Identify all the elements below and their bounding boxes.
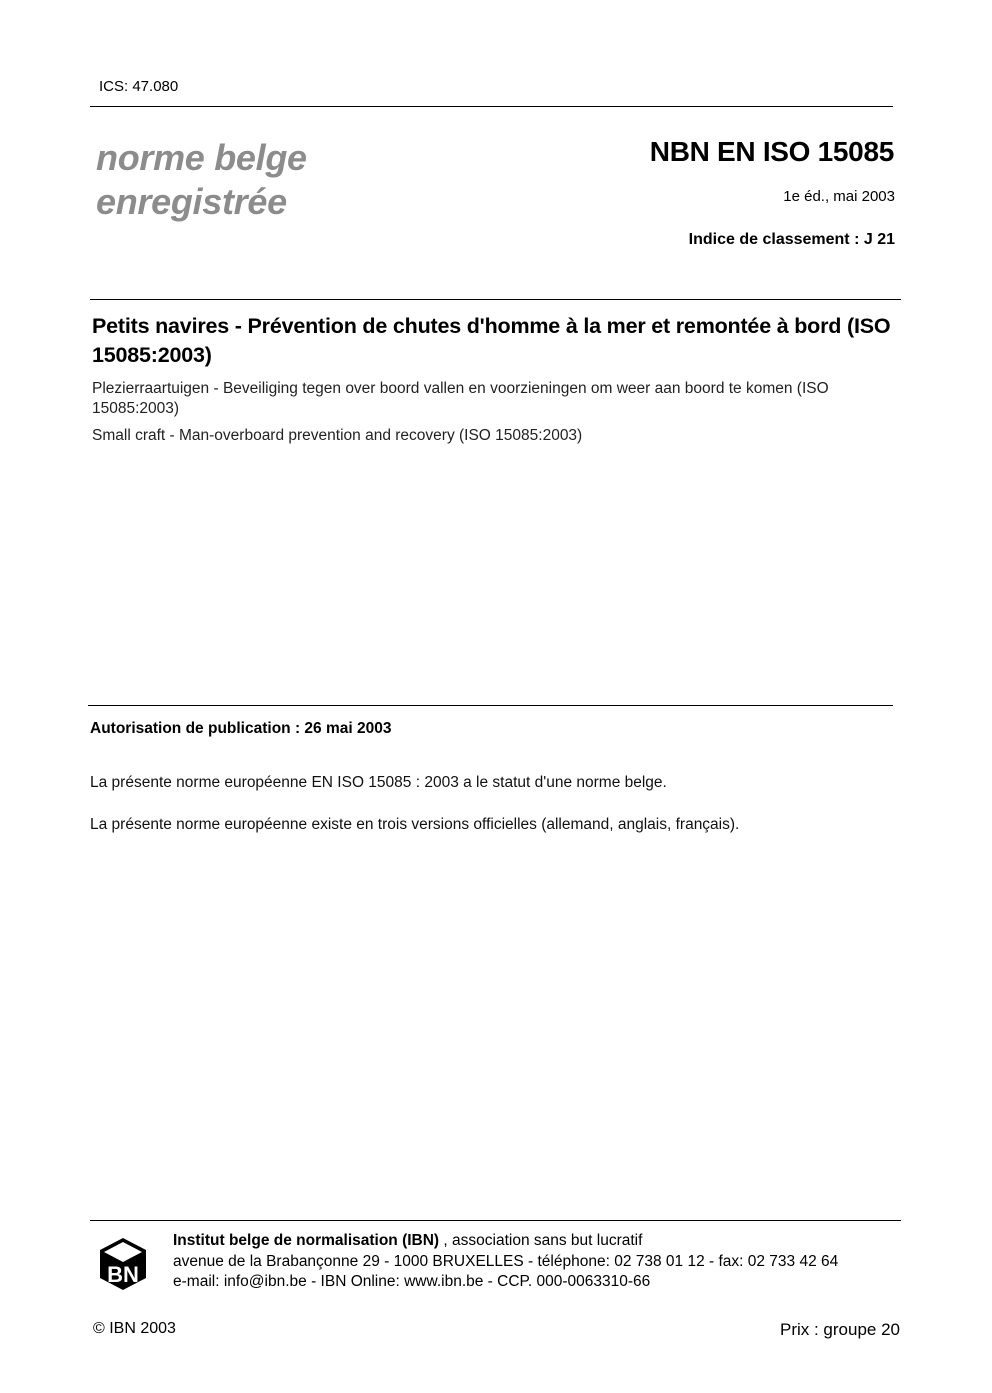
institute-line xyxy=(173,1231,642,1251)
price-group: Prix : groupe 20 xyxy=(779,1320,900,1339)
institute-suffix: , association sans but lucratif xyxy=(439,1232,643,1249)
institute-name: Institut belge de normalisation (IBN) xyxy=(173,1232,440,1249)
versions-paragraph: La présente norme européenne existe en trois versions officielles (allemand, anglais, français). xyxy=(90,816,740,833)
status-paragraph: La présente norme européenne EN ISO 15085 : 2003 a le statut d'une norme belge. xyxy=(90,774,667,791)
brand-title xyxy=(96,136,307,224)
ibn-logo-icon xyxy=(96,1236,150,1290)
logo-text: BN xyxy=(107,1262,139,1287)
copyright-notice: © IBN 2003 xyxy=(93,1320,176,1337)
title-french: Petits navires - Prévention de chutes d'homme à la mer et remontée à bord (ISO 15085:2003) xyxy=(92,314,891,367)
publication-authorization: Autorisation de publication : 26 mai 2003 xyxy=(90,720,392,737)
standard-number: NBN EN ISO 15085 xyxy=(649,136,894,167)
institute-contact: e-mail: info@ibn.be - IBN Online: www.ibn.be - CCP. 000-0063310-66 xyxy=(173,1273,651,1290)
brand-line-1: norme belge xyxy=(96,137,307,178)
top-divider xyxy=(90,106,893,107)
body-divider xyxy=(88,705,893,706)
ics-code: ICS: 47.080 xyxy=(99,78,179,95)
title-english: Small craft - Man-overboard prevention and recovery (ISO 15085:2003) xyxy=(92,427,583,444)
footer-divider xyxy=(90,1220,901,1221)
classification-index: Indice de classement : J 21 xyxy=(688,231,895,248)
edition-date: 1e éd., mai 2003 xyxy=(783,188,895,205)
title-dutch: Plezierraartuigen - Beveiliging tegen over boord vallen en voorzieningen om weer aan boord te komen (ISO 15085:2003) xyxy=(92,380,829,417)
institute-address: avenue de la Brabançonne 29 - 1000 BRUXELLES - téléphone: 02 738 01 12 - fax: 02 733 42 64 xyxy=(173,1253,839,1270)
ibn-logo-graphic xyxy=(96,1236,150,1290)
brand-line-2: enregistrée xyxy=(96,181,287,222)
header-divider xyxy=(90,299,901,300)
